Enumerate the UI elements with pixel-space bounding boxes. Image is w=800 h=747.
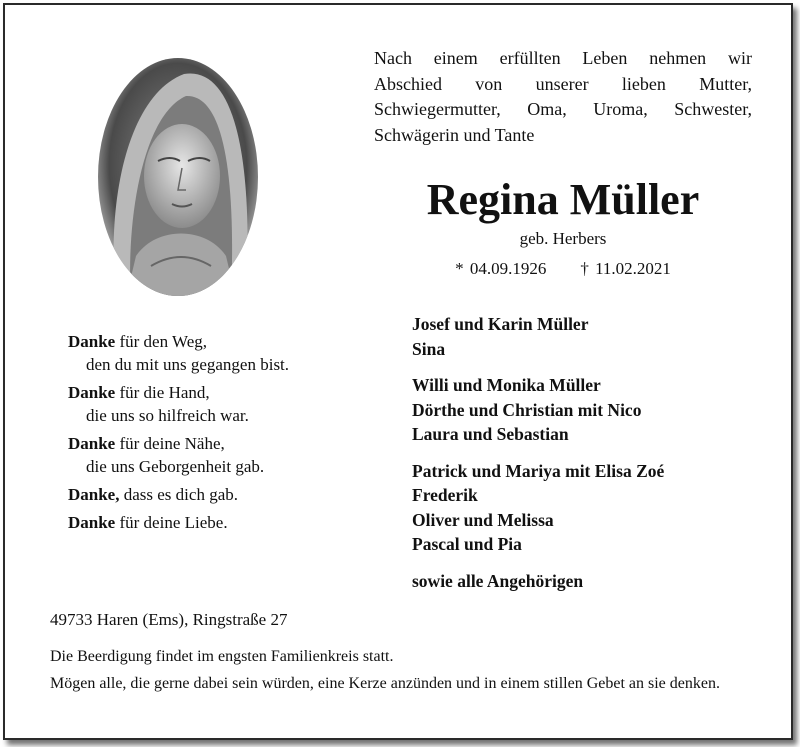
family-group: [412, 373, 772, 447]
death-date: † 11.02.2021: [580, 259, 671, 278]
family-line: Josef und Karin Müller: [412, 314, 589, 334]
funeral-notes: [50, 646, 756, 699]
family-group: [412, 312, 772, 361]
family-line: Oliver und Melissa: [412, 509, 554, 530]
poem-entry: [68, 381, 368, 427]
family-members: [412, 312, 772, 605]
poem-entry: [68, 483, 368, 506]
maiden-name: geb. Herbers: [519, 229, 607, 248]
intro-line: Nach einem erfüllten Leben nehmen wir: [374, 48, 752, 68]
poem-rest: dass es dich gab.: [119, 485, 238, 504]
poem-bold: Danke: [68, 383, 116, 402]
poem-rest: für die Hand,: [115, 383, 210, 402]
life-dates: [374, 258, 752, 280]
poem-bold: Danke,: [68, 485, 120, 504]
family-line: Frederik: [412, 485, 478, 505]
intro-text: [374, 46, 752, 148]
poem-rest: für den Weg,: [115, 332, 208, 351]
poem-continuation: die uns so hilfreich war.: [86, 406, 249, 425]
poem-entry: [68, 330, 368, 376]
deceased-name: Regina Müller: [426, 175, 700, 224]
poem-continuation: den du mit uns gegangen bist.: [86, 355, 290, 374]
poem-rest: für deine Nähe,: [115, 434, 225, 453]
family-line: Pascal und Pia: [412, 534, 522, 554]
family-group: [412, 569, 772, 594]
thank-you-poem: [68, 330, 368, 539]
funeral-note: Mögen alle, die gerne dabei sein würden, eine Kerze anzünden und in einem stillen Gebet an sie denken.: [50, 674, 720, 692]
poem-bold: Danke: [68, 434, 116, 453]
poem-continuation: die uns Geborgenheit gab.: [86, 457, 265, 476]
poem-rest: für deine Liebe.: [115, 513, 228, 532]
family-group: [412, 459, 772, 557]
poem-bold: Danke: [68, 513, 116, 532]
family-line: Patrick und Mariya mit Elisa Zoé: [412, 460, 665, 481]
family-line: Dörthe und Christian mit Nico: [412, 399, 642, 420]
madonna-portrait-image: [96, 56, 260, 298]
funeral-note: Die Beerdigung findet im engsten Familienkreis statt.: [50, 648, 394, 665]
intro-line: Abschied von unserer lieben Mutter,: [374, 73, 752, 94]
poem-entry: [68, 432, 368, 478]
poem-entry: [68, 511, 368, 534]
family-line: Laura und Sebastian: [412, 424, 569, 444]
intro-line: Schwiegermutter, Oma, Uroma, Schwester,: [374, 99, 752, 119]
family-address: 49733 Haren (Ems), Ringstraße 27: [50, 610, 288, 629]
family-line: Sina: [412, 338, 446, 359]
family-line: sowie alle Angehörigen: [412, 570, 584, 591]
family-line: Willi und Monika Müller: [412, 375, 601, 395]
poem-bold: Danke: [68, 332, 116, 351]
birth-date: * 04.09.1926: [455, 259, 547, 278]
intro-line: Schwägerin und Tante: [374, 124, 535, 145]
